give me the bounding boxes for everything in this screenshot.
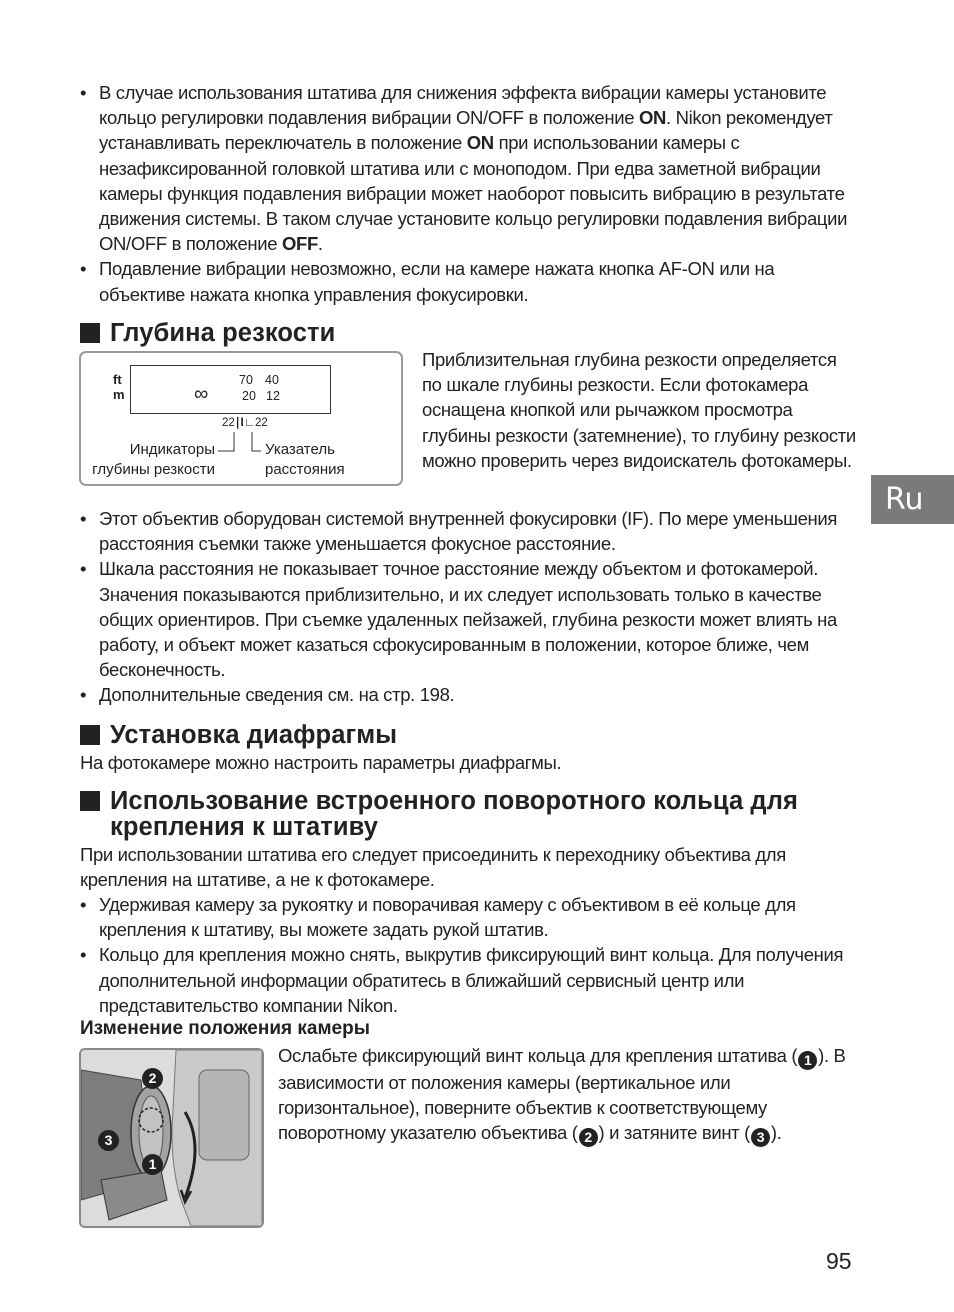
- section-title-aperture: Установка диафрагмы: [80, 722, 580, 748]
- list-item: • Шкала расстояния не показывает точное расстояние между объектом и фотокамерой. Значения показываются приблизительно, и их следует использовать только в качестве общих ориентиров. При съемке удаленных пейзажей, глубина резкости может влиять на работу, и объект может казаться сфокусированным в положении, которое ближе, чем бесконечность.: [80, 556, 860, 682]
- depth-of-field-scale-figure: [79, 351, 403, 486]
- scale-value: 20: [242, 389, 256, 403]
- list-item: • Дополнительные сведения см. на стр. 198.: [80, 682, 860, 707]
- setting-on: ON: [466, 132, 494, 154]
- rotation-instructions: Ослабьте фиксирующий винт кольца для крепления штатива ( 1 ). В зависимости от положения камеры (вертикальное или горизонтальное), поверните объектив к соответствующему поворотному указателю объектива ( 2 ) и затяните винт ( 3 ).: [278, 1045, 846, 1146]
- callout-3: 3: [98, 1130, 119, 1151]
- square-bullet-icon: [80, 323, 100, 343]
- unit-meters-label: m: [113, 387, 125, 402]
- bullet-text: В случае использования штатива для снижения эффекта вибрации камеры установите кольцо регулировки подавления вибрации ON/OFF в положение: [99, 82, 827, 129]
- list-item: • Этот объектив оборудован системой внутренней фокусировки (IF). По мере уменьшения расстояния съемки также уменьшается фокусное расстояние.: [80, 506, 860, 556]
- tripod-paragraph: При использовании штатива его следует присоединить к переходнику объектива для крепления на штативе, а не к фотокамере.: [80, 844, 786, 891]
- scale-value: 12: [266, 389, 280, 403]
- callout-1-inline: 1: [798, 1051, 817, 1070]
- aperture-paragraph: На фотокамере можно настроить параметры диафрагмы.: [80, 752, 562, 773]
- depth-of-field-paragraph: Приблизительная глубина резкости определяется по шкале глубины резкости. Если фотокамера оснащена кнопкой или рычажком просмотра глубины резкости (затемнение), то глубину резкости можно проверить через видоискатель фотокамеры.: [422, 349, 856, 471]
- callout-3-inline: 3: [751, 1128, 770, 1147]
- section-title-tripod-collar: Использование встроенного поворотного кольца для крепления к штативу: [80, 788, 860, 840]
- unit-feet-label: ft: [113, 372, 122, 387]
- setting-on: ON: [638, 107, 667, 129]
- square-bullet-icon: [80, 791, 100, 811]
- callout-2-inline: 2: [579, 1128, 598, 1147]
- bullet-text: .: [317, 233, 323, 255]
- page-number: 95: [826, 1248, 852, 1274]
- dof-indicators: 22∣I∟22: [222, 417, 268, 429]
- bullet-text: при использовании камеры с незафиксированной головкой штатива или с моноподом. При едва заметной вибрации камеры функция подавления вибрации может наоборот повысить вибрацию в результате движения системы. В таком случае установите кольцо регулировки подавления вибрации ON/OFF в положение: [99, 132, 848, 255]
- distance-index-caption: Указатель расстояния: [265, 441, 345, 478]
- bullet-text: . Nikon рекомендует устанавливать переключатель в положение: [99, 107, 833, 154]
- language-tab: Ru: [871, 475, 954, 524]
- scale-value: 70: [239, 373, 253, 387]
- camera-rotation-illustration: [79, 1048, 264, 1228]
- tripod-bullets: [80, 892, 860, 1018]
- dof-indicators-caption: Индикаторы глубины резкости: [92, 441, 215, 478]
- subhead-camera-orientation: Изменение положения камеры: [80, 1018, 370, 1039]
- depth-of-field-bullets: [80, 506, 860, 708]
- square-bullet-icon: [80, 725, 100, 745]
- indicator-marks-icon: ∣I∟: [234, 417, 256, 429]
- vr-tripod-bullets: [80, 80, 855, 307]
- section-title-depth-of-field: Глубина резкости: [80, 320, 480, 346]
- infinity-mark: ∞: [194, 383, 209, 405]
- list-item: • Подавление вибрации невозможно, если на камере нажата кнопка AF-ON или на объективе нажата кнопка управления фокусировки.: [80, 256, 855, 306]
- list-item: • Кольцо для крепления можно снять, выкрутив фиксирующий винт кольца. Для получения дополнительной информации обратитесь в ближайший сервисный центр или представительство компании Nikon.: [80, 942, 860, 1018]
- list-item: • Удерживая камеру за рукоятку и поворачивая камеру с объективом в её кольце для крепления к штативу, вы можете задать рукой штатив.: [80, 892, 860, 942]
- callout-1: 1: [142, 1154, 163, 1175]
- scale-value: 40: [265, 373, 279, 387]
- list-item: [80, 80, 855, 256]
- setting-off: OFF: [281, 233, 318, 255]
- callout-2: 2: [142, 1068, 163, 1089]
